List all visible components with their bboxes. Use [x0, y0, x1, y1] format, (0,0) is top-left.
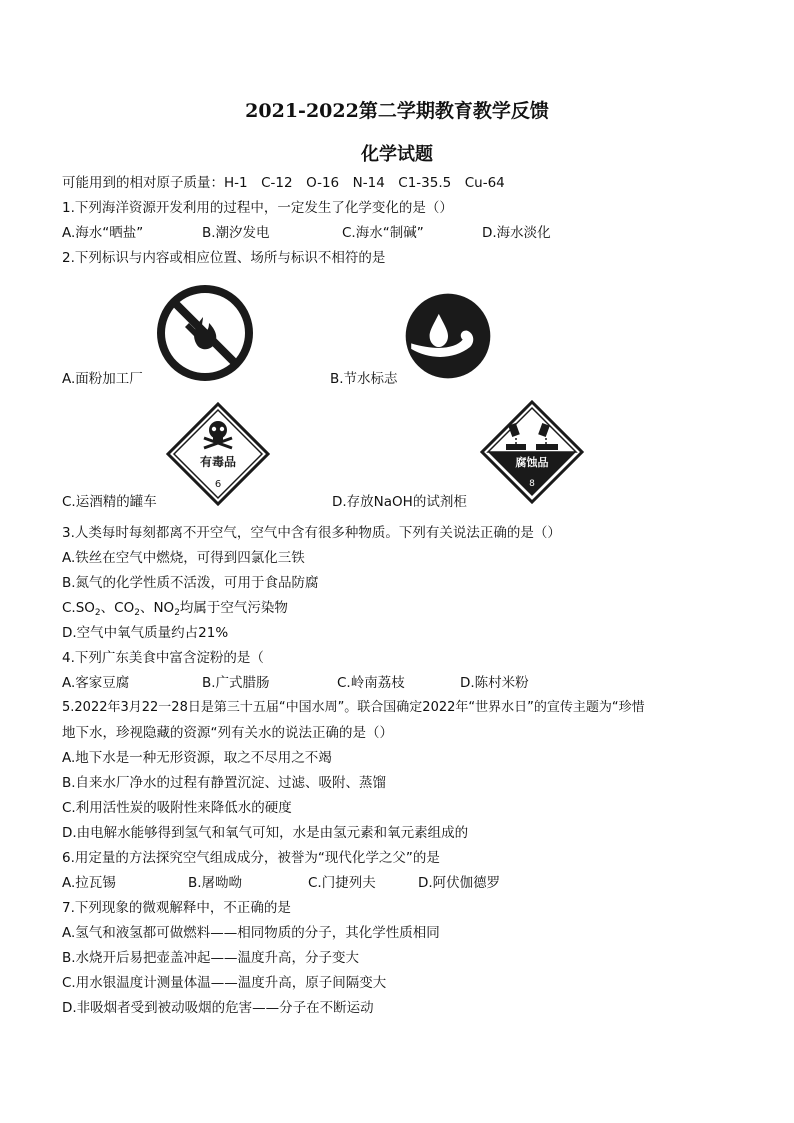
question-4-option-a: A.客家豆腐 [62, 675, 130, 691]
question-7-stem: 7.下列现象的微观解释中，不正确的是 [62, 900, 291, 916]
question-1-stem: 1.下列海洋资源开发利用的过程中，一定发生了化学变化的是（） [62, 200, 453, 216]
toxic-diamond-icon [166, 402, 270, 506]
question-5-stem-line1: 5.2022年3月22一28日是第三十五届“中国水周”。联合国确定2022年“世界水日”的宣传主题为“珍惜 [62, 700, 645, 715]
question-6-option-a: A.拉瓦锡 [62, 875, 116, 891]
question-4-option-d: D.陈村米粉 [460, 675, 529, 691]
question-4-stem: 4.下列广东美食中富含淀粉的是（ [62, 650, 264, 666]
water-saving-icon [402, 290, 494, 382]
question-6-option-c: C.门捷列夫 [308, 875, 376, 891]
question-1-option-d: D.海水淡化 [482, 225, 551, 241]
question-5-option-b: B.自来水厂净水的过程有静置沉淀、过滤、吸附、蒸馏 [62, 775, 387, 791]
toxic-class-number: 6 [214, 479, 222, 490]
q3-c-prefix: C.SO [62, 600, 95, 616]
corrosive-diamond-icon [480, 400, 584, 504]
question-5-option-c: C.利用活性炭的吸附性来降低水的硬度 [62, 800, 292, 816]
q3-c-mid1: 、CO [100, 600, 135, 616]
no-fire-icon [155, 283, 255, 383]
question-4-option-b: B.广式腊肠 [202, 675, 270, 691]
question-1-option-b: B.潮汐发电 [202, 225, 270, 241]
q3-c-suffix: 均属于空气污染物 [179, 600, 288, 616]
question-7-option-b: B.水烧开后易把壶盖冲起——温度升高，分子变大 [62, 950, 360, 966]
question-2-option-c: C.运酒精的罐车 [62, 494, 157, 510]
question-5-option-a: A.地下水是一种无形资源，取之不尽用之不竭 [62, 750, 332, 766]
question-3-option-a: A.铁丝在空气中燃烧，可得到四氯化三铁 [62, 550, 305, 566]
q3-c-sub2: 2 [134, 608, 140, 618]
question-1-option-a: A.海水“晒盐” [62, 225, 144, 241]
question-7-option-c: C.用水银温度计测量体温——温度升高，原子间隔变大 [62, 975, 387, 991]
question-7-option-d: D.非吸烟者受到被动吸烟的危害——分子在不断运动 [62, 1000, 374, 1016]
question-5-stem-line2: 地下水，珍视隐藏的资源“列有关水的说法正确的是（） [62, 725, 393, 741]
q3-c-mid2: 、NO [139, 600, 175, 616]
q3-c-sub1: 2 [94, 608, 101, 618]
exam-subtitle: 化学试题 [361, 144, 433, 165]
question-3-stem: 3.人类每时每刻都离不开空气，空气中含有很多种物质。下列有关说法正确的是（） [62, 525, 561, 541]
atomic-masses: 可能用到的相对原子质量：H-1 C-12 O-16 N-14 C1-35.5 Cu-64 [62, 175, 505, 191]
question-2-stem: 2.下列标识与内容或相应位置、场所与标识不相符的是 [62, 250, 386, 266]
question-5-option-d: D.由电解水能够得到氢气和氧气可知，水是由氢元素和氧元素组成的 [62, 825, 469, 841]
question-2-option-a: A.面粉加工厂 [62, 371, 143, 387]
question-1-option-c: C.海水“制碱” [342, 225, 424, 241]
question-7-option-a: A.氢气和液氢都可做燃料——相同物质的分子，其化学性质相同 [62, 925, 440, 941]
question-4-option-c: C.岭南荔枝 [337, 675, 405, 691]
exam-title: 2021-2022第二学期教育教学反馈 [245, 100, 549, 122]
question-2-option-b: B.节水标志 [330, 371, 398, 387]
question-6-option-b: B.屠呦呦 [188, 875, 243, 891]
question-6-stem: 6.用定量的方法探究空气组成成分，被誉为“现代化学之父”的是 [62, 850, 440, 866]
question-6-option-d: D.阿伏伽德罗 [418, 875, 501, 891]
corrosive-label: 腐蚀品 [515, 456, 549, 469]
question-2-option-d: D.存放NaOH的试剂柜 [332, 494, 467, 510]
question-3-option-c [62, 599, 288, 622]
question-3-option-d: D.空气中氧气质量约占21% [62, 625, 229, 641]
toxic-label: 有毒品 [199, 455, 237, 469]
q3-c-sub3: 2 [174, 608, 180, 618]
corrosive-class-number: 8 [529, 479, 535, 489]
question-3-option-b: B.氮气的化学性质不活泼，可用于食品防腐 [62, 575, 319, 591]
